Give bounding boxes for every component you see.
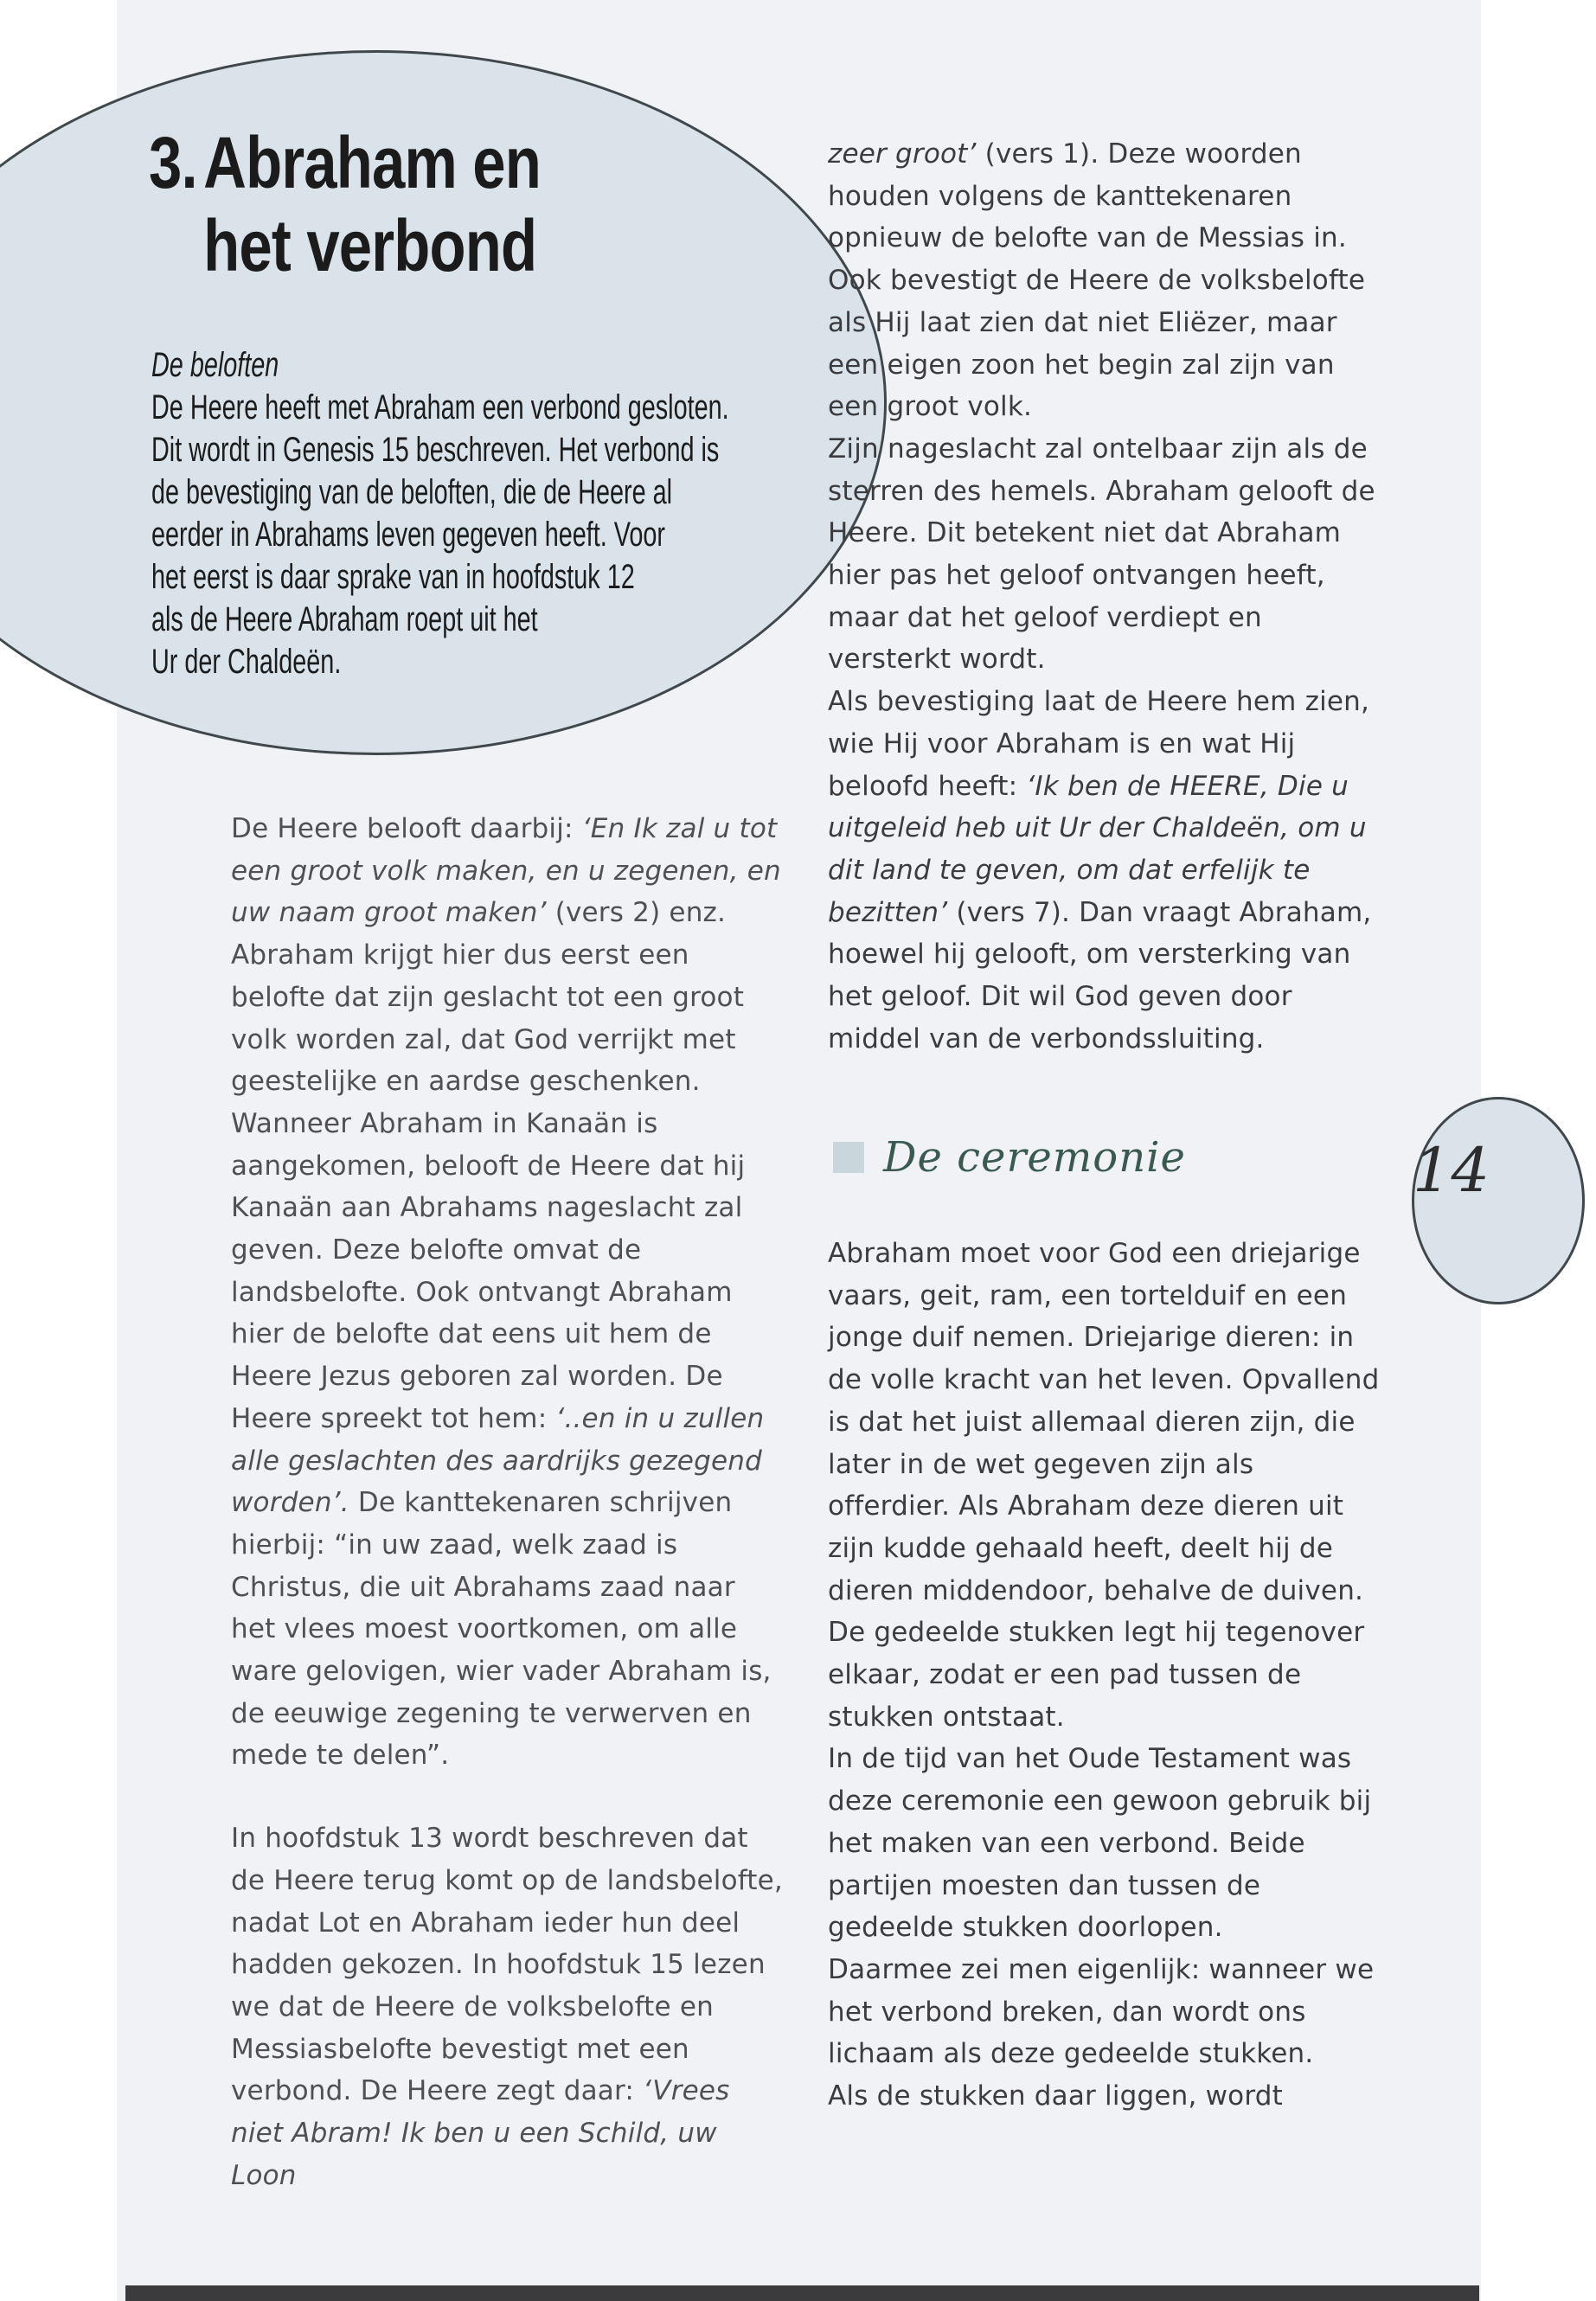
right-paragraph-7: Als de stukken daar liggen, wordt xyxy=(828,2080,1283,2112)
chapter-title xyxy=(149,121,603,287)
book-page xyxy=(117,0,1490,2301)
intro-line: het eerst is daar sprake van in hoofdstuk 12 xyxy=(151,558,635,596)
right-paragraph-4: Abraham moet voor God een driejarige vaars, geit, ram, een tortelduif en een jonge duif nemen. Driejarige dieren: in de volle kracht van het leven. Opvallend is dat het juist allemaal dieren zijn, die later in de wet gegeven zijn als offerdier. Als Abraham deze dieren uit zijn kudde gehaald heeft, deelt hij de dieren middendoor, behalve de duiven. De gedeelde stukken legt hij tegenover elkaar, zodat er een pad tussen de stukken ontstaat. xyxy=(828,1238,1380,1733)
intro-line: als de Heere Abraham roept uit het xyxy=(151,600,538,638)
text-run: (vers 2) enz. Abraham krijgt hier dus eerst een belofte dat zijn geslacht tot een groot volk worden zal, dat God verrijkt met geestelijke en aardse geschenken. Wanneer Abraham in Kanaän is aangekomen, belooft de Heere dat hij Kanaän aan Abrahams nageslacht zal geven. Deze belofte omvat de landsbelofte. Ook ontvangt Abraham hier de belofte dat eens uit hem de Heere Jezus geboren zal worden. De Heere spreekt tot hem: xyxy=(231,897,746,1434)
text-run: (vers 1). Deze woorden houden volgens de kanttekenaren opnieuw de belofte van de Messias in. Ook bevestigt de Heere de volksbelofte als Hij laat zien dat niet Eliëzer, maar een eigen zoon het begin zal zijn van een groot volk. xyxy=(828,138,1366,423)
right-column-bottom xyxy=(828,1233,1381,2118)
left-column xyxy=(231,808,785,2197)
intro-line: de bevestiging van de beloften, die de Heere al xyxy=(151,473,673,511)
section-title: De ceremonie xyxy=(883,1133,1186,1182)
left-paragraph-2 xyxy=(231,1817,785,2196)
right-paragraph-2: Zijn nageslacht zal ontelbaar zijn als de sterren des hemels. Abraham gelooft de Heere. Dit betekent niet dat Abraham hier pas het geloof ontvangen heeft, maar dat het geloof verdiept en versterkt wordt. xyxy=(828,433,1375,676)
page-bottom-edge xyxy=(125,2285,1479,2301)
text-run: (vers 7). Dan vraagt Abraham, hoewel hij gelooft, om versterking van het geloof. Dit wil God geven door middel van de verbondssluiting. xyxy=(828,896,1372,1054)
text-run: De Heere belooft daarbij: xyxy=(231,813,582,844)
right-paragraph-1 xyxy=(828,133,1381,428)
scripture-quote: zeer groot’ xyxy=(828,138,977,170)
left-paragraph-1 xyxy=(231,808,785,1777)
scripture-quote: ‘..en in u zullen alle geslachten des aardrijks gezegend worden’. xyxy=(231,1402,765,1519)
intro-text xyxy=(151,387,780,683)
scripture-quote: ‘Ik ben de HEERE, Die u uitgeleid heb uit Ur der Chaldeën, om u dit land te geven, om dat erfelijk te bezitten’ xyxy=(828,770,1367,928)
chapter-title-line2: het verbond xyxy=(203,205,537,286)
scripture-quote: ‘Vrees niet Abram! Ik ben u een Schild, uw Loon xyxy=(231,2075,730,2191)
right-column-top xyxy=(828,133,1381,1060)
chapter-number: 3. xyxy=(149,122,197,203)
page-number: 14 xyxy=(1413,1135,1490,1206)
text-run: Als bevestiging laat de Heere hem zien, wie Hij voor Abraham is en wat Hij beloofd heeft: xyxy=(828,686,1370,802)
intro-line: Dit wordt in Genesis 15 beschreven. Het verbond is xyxy=(151,431,720,469)
right-paragraph-5: In de tijd van het Oude Testament was deze ceremonie een gewoon gebruik bij het maken van een verbond. Beide partijen moesten dan tussen de gedeelde stukken doorlopen. xyxy=(828,1743,1372,1944)
section-square-icon xyxy=(833,1142,864,1173)
intro-subheading: De beloften xyxy=(151,346,279,384)
text-run: De kanttekenaren schrijven hierbij: “in uw zaad, welk zaad is Christus, die uit Abrahams zaad naar het vlees moest voortkomen, om alle ware gelovigen, wier vader Abraham is, de eeuwige zegening te verwerven en mede te delen”. xyxy=(231,1487,772,1772)
intro-line: eerder in Abrahams leven gegeven heeft. Voor xyxy=(151,516,665,554)
intro-line: De Heere heeft met Abraham een verbond gesloten. xyxy=(151,388,729,426)
paragraph-gap xyxy=(231,1777,785,1817)
intro-line: Ur der Chaldeën. xyxy=(151,643,342,681)
scripture-quote: ‘En Ik zal u tot een groot volk maken, en u zegenen, en uw naam groot maken’ xyxy=(231,813,781,929)
chapter-title-line1: Abraham en xyxy=(203,122,542,203)
right-paragraph-6: Daarmee zei men eigenlijk: wanneer we het verbond breken, dan wordt ons lichaam als deze gedeelde stukken. xyxy=(828,1953,1375,2070)
right-paragraph-3 xyxy=(828,681,1381,1060)
text-run: In hoofdstuk 13 wordt beschreven dat de Heere terug komt op de landsbelofte, nadat Lot en Abraham ieder hun deel hadden gekozen. In hoofdstuk 15 lezen we dat de Heere de volksbelofte en Messiasbelofte bevestigt met een verbond. De Heere zegt daar: xyxy=(231,1823,783,2107)
section-heading xyxy=(833,1131,1186,1183)
